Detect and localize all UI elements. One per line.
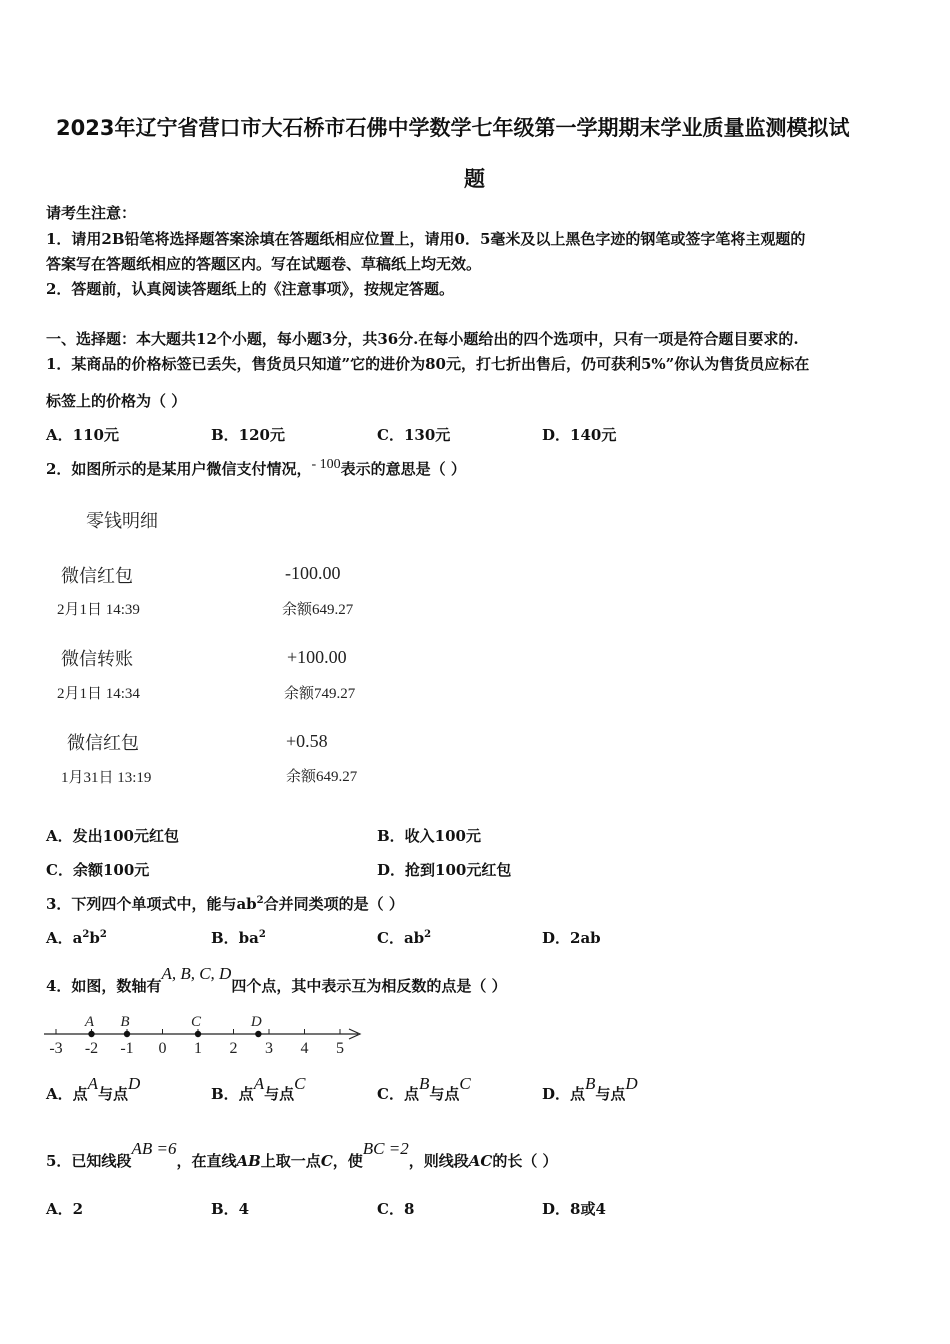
q3-option-a-pre: A．a (46, 929, 83, 947)
wx-entry1-time: 2月1日 14:39 (57, 602, 140, 618)
q4-option-c (377, 1074, 471, 1104)
q4-stem-a: 4．如图，数轴有 (46, 977, 162, 995)
q4-stem-b: 四个点，其中表示互为相反数的点是（ ） (231, 977, 507, 995)
number-line-tick-label: 2 (229, 1040, 238, 1057)
q4-option-b-pre: B．点 (211, 1085, 254, 1103)
number-line-tick-label: 3 (265, 1040, 273, 1057)
q5-stem-f: 的长（ ） (492, 1152, 558, 1170)
wx-entry2-time: 2月1日 14:34 (57, 686, 140, 702)
q4-option-c-mid: 与点 (429, 1085, 460, 1103)
q5-math2: BC =2 (362, 1139, 409, 1158)
q4-option-b-p2: C (294, 1074, 306, 1093)
q3-option-c-sup1: 2 (424, 929, 432, 940)
notice-heading: 请考生注意： (46, 204, 137, 222)
q4-option-a-pre: A．点 (46, 1085, 88, 1103)
wx-entry2-balance: 余额749.27 (284, 686, 356, 702)
q1-stem-line1: 1．某商品的价格标签已丢失，售货员只知道”它的进价为80元，打七折出售后，仍可获利5%”你认为售货员应标在 (46, 355, 810, 373)
q3-option-a (46, 927, 107, 948)
wx-entry3-amount: +0.58 (286, 731, 328, 751)
q1-option-c: C．130元 (377, 426, 451, 444)
number-line-point-b (124, 1031, 130, 1037)
q4-option-d (542, 1074, 638, 1104)
q4-option-d-p1: B (585, 1074, 596, 1093)
q2-option-c: C．余额100元 (46, 861, 150, 879)
q4-option-c-p2: C (459, 1074, 471, 1093)
q5-option-a: A．2 (46, 1200, 84, 1218)
q3-option-a-sup2: 2 (99, 929, 107, 940)
q5-stem-e: ，则线段 (408, 1152, 469, 1170)
q2-stem-b: 表示的意思是（ ） (340, 460, 466, 478)
q4-stem (46, 964, 507, 996)
q5-stem (46, 1139, 558, 1171)
q4-option-a-p1: A (87, 1074, 99, 1093)
q4-option-a-mid: 与点 (98, 1085, 129, 1103)
q4-option-c-p1: B (418, 1074, 430, 1093)
notice-item1-b: 答案写在答题纸相应的答题区内。写在试题卷、草稿纸上均无效。 (46, 255, 482, 273)
number-line-tick-label: 4 (300, 1040, 309, 1057)
wx-entry3-time: 1月31日 13:19 (61, 770, 152, 786)
q5-ab: AB (236, 1152, 261, 1170)
number-line-point-label: A (84, 1014, 95, 1030)
number-line-point-label: D (250, 1014, 262, 1030)
q3-option-b-pre: B．ba (211, 929, 259, 947)
notice-item1-a: 1．请用2B铅笔将选择题答案涂填在答题纸相应位置上，请用0．5毫米及以上黑色字迹的钢笔或签字笔将主观题的 (46, 230, 806, 248)
wx-header: 零钱明细 (86, 511, 158, 532)
section-heading: 一、选择题：本大题共12个小题，每小题3分，共36分.在每小题给出的四个选项中，只有一项是符合题目要求的. (46, 330, 799, 348)
q5-option-d: D．8或4 (542, 1200, 606, 1218)
q4-option-b-p1: A (253, 1074, 265, 1093)
q1-stem-line2: 标签上的价格为（ ） (46, 392, 187, 410)
q3-option-c (377, 927, 431, 948)
q4-option-d-p2: D (625, 1074, 638, 1093)
q5-stem-a: 5．已知线段 (46, 1152, 132, 1170)
q5-stem-d: ，使 (332, 1152, 363, 1170)
q1-option-d: D．140元 (542, 426, 617, 444)
q4-option-c-pre: C．点 (377, 1085, 419, 1103)
number-line-tick-label: -2 (84, 1040, 99, 1057)
q3-stem-b: 合并同类项的是（ ） (263, 895, 404, 913)
q4-option-d-mid: 与点 (595, 1085, 626, 1103)
q1-option-a: A．110元 (46, 426, 119, 444)
q5-option-b: B．4 (211, 1200, 250, 1218)
page-title-line1: 2023年辽宁省营口市大石桥市石佛中学数学七年级第一学期期末学业质量监测模拟试 (56, 116, 850, 140)
q5-ac: AC (468, 1152, 493, 1170)
wx-entry1-type: 微信红包 (61, 566, 133, 587)
wx-entry2-type: 微信转账 (61, 649, 133, 670)
number-line-tick-label: 1 (194, 1040, 202, 1057)
q4-option-a-p2: D (128, 1074, 141, 1093)
number-line-tick-label: -3 (49, 1040, 63, 1057)
q4-option-d-pre: D．点 (542, 1085, 586, 1103)
q3-stem (46, 893, 404, 914)
notice-item2: 2．答题前，认真阅读答题纸上的《注意事项》，按规定答题。 (46, 280, 454, 298)
q5-math1: AB =6 (131, 1139, 177, 1158)
q3-option-c-pre: C．ab (377, 929, 425, 947)
number-line (40, 1010, 370, 1060)
number-line-point-c (195, 1031, 201, 1037)
number-line-point-d (255, 1031, 261, 1037)
number-line-point-label: C (190, 1014, 202, 1030)
q4-option-b (211, 1074, 306, 1104)
wx-entry1-amount: -100.00 (285, 563, 341, 583)
q4-option-b-mid: 与点 (264, 1085, 295, 1103)
q1-option-b: B．120元 (211, 426, 285, 444)
wx-entry1-balance: 余额649.27 (282, 602, 354, 618)
wx-entry3-type: 微信红包 (67, 733, 139, 754)
q5-option-c: C．8 (377, 1200, 415, 1218)
number-line-tick-label: -1 (120, 1040, 134, 1057)
q3-stem-sup: 2 (256, 895, 264, 906)
q2-option-a: A．发出100元红包 (46, 827, 179, 845)
q4-option-a (46, 1074, 141, 1104)
q3-option-b-sup1: 2 (258, 929, 266, 940)
number-line-tick-label: 5 (336, 1040, 344, 1057)
wx-entry3-balance: 余额649.27 (286, 769, 358, 785)
q5-c: C (320, 1152, 333, 1170)
q3-option-a-mid: b (89, 929, 100, 947)
q5-stem-c: 上取一点 (260, 1152, 321, 1170)
q3-stem-a: 3．下列四个单项式中，能与ab (46, 895, 257, 913)
q2-option-d: D．抢到100元红包 (377, 861, 512, 879)
q2-stem-a: 2．如图所示的是某用户微信支付情况， (46, 460, 312, 478)
q2-stem (46, 458, 466, 479)
q4-stem-math: A, B, C, D (161, 964, 232, 983)
q3-option-b (211, 927, 266, 948)
q2-stem-math: - 100 (311, 457, 341, 472)
number-line-point-label: B (120, 1014, 130, 1030)
number-line-point-a (88, 1031, 94, 1037)
q5-stem-b: ，在直线 (176, 1152, 237, 1170)
q2-option-b: B．收入100元 (377, 827, 481, 845)
wx-entry2-amount: +100.00 (287, 647, 347, 667)
q3-option-a-sup1: 2 (82, 929, 90, 940)
q3-option-d: D．2ab (542, 929, 601, 947)
page-title-line2: 题 (464, 167, 485, 191)
number-line-tick-label: 0 (158, 1040, 167, 1057)
